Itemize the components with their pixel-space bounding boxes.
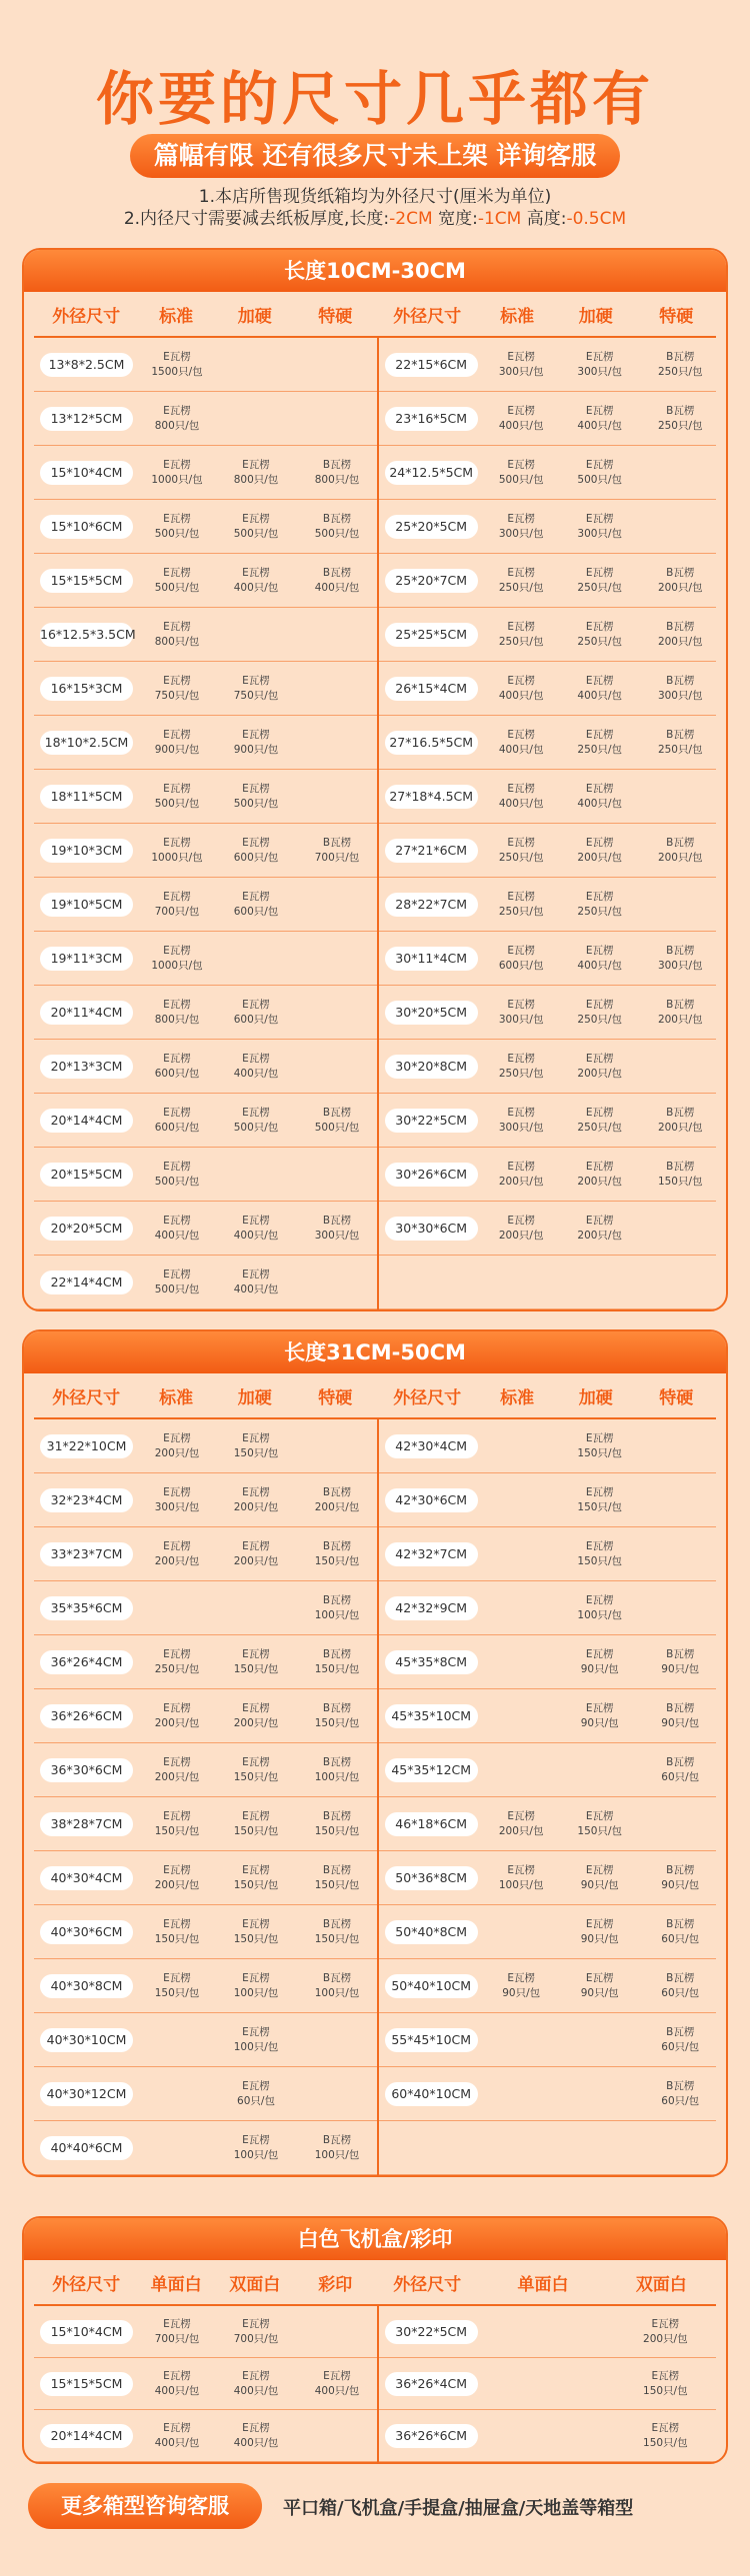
table-row xyxy=(34,2306,716,2358)
spec-cell: E瓦楞 800只/包 xyxy=(154,404,200,432)
column-header: 外径尺寸 xyxy=(52,1387,121,1408)
size-label: 36*26*6CM xyxy=(40,1704,133,1728)
spec-cell: E瓦楞 150只/包 xyxy=(577,1539,622,1567)
spec-cell: E瓦楞 200只/包 xyxy=(154,1863,200,1891)
spec-cell: E瓦楞 500只/包 xyxy=(154,566,200,594)
column-header: 外径尺寸 xyxy=(393,2274,462,2295)
table-row xyxy=(34,500,716,554)
table-row xyxy=(34,1581,716,1635)
table-row xyxy=(34,392,716,446)
spec-cell: B瓦楞 300只/包 xyxy=(657,944,703,972)
table-row xyxy=(34,716,716,770)
column-headers xyxy=(34,292,716,338)
size-table-10-30 xyxy=(22,248,728,1311)
size-label: 50*36*8CM xyxy=(385,1866,478,1890)
size-label: 45*35*8CM xyxy=(385,1650,478,1674)
spec-cell: B瓦楞 150只/包 xyxy=(657,1160,703,1188)
size-label: 60*40*10CM xyxy=(385,2082,478,2106)
spec-cell: E瓦楞 60只/包 xyxy=(237,2079,275,2107)
spec-cell: E瓦楞 800只/包 xyxy=(233,458,279,486)
spec-cell: E瓦楞 500只/包 xyxy=(233,1106,279,1134)
size-label: 20*13*3CM xyxy=(40,1055,133,1079)
size-label: 22*14*4CM xyxy=(40,1271,133,1294)
white-box-table xyxy=(22,2216,728,2464)
spec-cell: E瓦楞 400只/包 xyxy=(577,674,622,702)
size-label: 19*11*3CM xyxy=(40,947,133,971)
size-label: 40*30*12CM xyxy=(40,2082,133,2106)
column-header: 特硬 xyxy=(659,306,694,327)
size-label: 46*18*6CM xyxy=(385,1812,478,1836)
column-header: 加硬 xyxy=(237,1387,272,1408)
spec-cell: E瓦楞 1500只/包 xyxy=(151,350,203,378)
spec-cell: E瓦楞 250只/包 xyxy=(498,1052,544,1080)
spec-cell: E瓦楞 600只/包 xyxy=(233,836,279,864)
size-label: 42*32*7CM xyxy=(385,1542,478,1566)
column-header: 特硬 xyxy=(318,306,353,327)
spec-cell: E瓦楞 500只/包 xyxy=(154,782,200,810)
table-row xyxy=(34,2121,716,2175)
table-row xyxy=(34,1473,716,1527)
table-row xyxy=(34,1094,716,1148)
promo-banner: 篇幅有限 还有很多尺寸未上架 详询客服 xyxy=(130,134,620,178)
spec-cell: B瓦楞 150只/包 xyxy=(314,1539,360,1567)
spec-cell: E瓦楞 500只/包 xyxy=(233,782,279,810)
spec-cell: E瓦楞 150只/包 xyxy=(154,1971,200,1999)
column-header: 标准 xyxy=(500,306,535,327)
size-label: 28*22*7CM xyxy=(385,893,478,917)
spec-cell: E瓦楞 600只/包 xyxy=(233,998,279,1026)
size-label: 30*30*6CM xyxy=(385,1217,478,1241)
size-label: 35*35*6CM xyxy=(40,1596,133,1620)
table-row xyxy=(34,2410,716,2462)
size-label: 36*26*4CM xyxy=(40,1650,133,1674)
table-row xyxy=(34,608,716,662)
size-label: 32*23*4CM xyxy=(40,1488,133,1512)
spec-cell: E瓦楞 150只/包 xyxy=(643,2421,688,2449)
spec-cell: E瓦楞 90只/包 xyxy=(580,1917,619,1945)
spec-cell: E瓦楞 500只/包 xyxy=(498,458,544,486)
note-1: 1.本店所售现货纸箱均为外径尺寸(厘米为单位) xyxy=(198,187,552,207)
spec-cell: E瓦楞 150只/包 xyxy=(577,1431,622,1459)
spec-cell: E瓦楞 400只/包 xyxy=(233,2421,279,2449)
spec-cell: B瓦楞 90只/包 xyxy=(661,1647,700,1675)
table-row xyxy=(34,932,716,986)
size-label: 15*10*4CM xyxy=(40,461,133,485)
spec-cell: E瓦楞 250只/包 xyxy=(577,998,622,1026)
spec-cell: B瓦楞 400只/包 xyxy=(314,566,360,594)
spec-cell: E瓦楞 150只/包 xyxy=(233,1755,279,1783)
spec-cell: E瓦楞 150只/包 xyxy=(233,1863,279,1891)
spec-cell: E瓦楞 1000只/包 xyxy=(151,836,203,864)
spec-cell: E瓦楞 150只/包 xyxy=(577,1485,622,1513)
spec-cell: E瓦楞 750只/包 xyxy=(233,674,279,702)
column-header: 彩印 xyxy=(318,2274,353,2295)
spec-cell: E瓦楞 400只/包 xyxy=(233,566,279,594)
spec-cell: E瓦楞 200只/包 xyxy=(233,1485,279,1513)
spec-cell: E瓦楞 300只/包 xyxy=(154,1485,200,1513)
table-row xyxy=(34,824,716,878)
spec-cell: E瓦楞 200只/包 xyxy=(154,1755,200,1783)
table-row xyxy=(34,446,716,500)
spec-cell: E瓦楞 400只/包 xyxy=(233,1052,279,1080)
size-label: 33*23*7CM xyxy=(40,1542,133,1566)
size-label: 42*32*9CM xyxy=(385,1596,478,1620)
spec-cell: E瓦楞 300只/包 xyxy=(498,998,544,1026)
spec-cell: E瓦楞 200只/包 xyxy=(577,1214,622,1242)
spec-cell: B瓦楞 60只/包 xyxy=(661,1917,700,1945)
spec-cell: B瓦楞 200只/包 xyxy=(657,1106,703,1134)
size-label: 15*10*6CM xyxy=(40,515,133,539)
size-label: 42*30*4CM xyxy=(385,1434,478,1458)
size-label: 24*12.5*5CM xyxy=(385,461,478,485)
table-row xyxy=(34,662,716,716)
spec-cell: E瓦楞 300只/包 xyxy=(577,350,622,378)
spec-cell: E瓦楞 90只/包 xyxy=(580,1863,619,1891)
size-label: 30*11*4CM xyxy=(385,947,478,971)
spec-cell: E瓦楞 100只/包 xyxy=(577,1593,622,1621)
size-label: 23*16*5CM xyxy=(385,407,478,431)
consult-button[interactable]: 更多箱型咨询客服 xyxy=(28,2483,262,2529)
spec-cell: B瓦楞 90只/包 xyxy=(661,1701,700,1729)
size-label: 50*40*8CM xyxy=(385,1920,478,1944)
spec-cell: E瓦楞 400只/包 xyxy=(577,944,622,972)
spec-cell: E瓦楞 600只/包 xyxy=(233,890,279,918)
spec-cell: B瓦楞 150只/包 xyxy=(314,1917,360,1945)
spec-cell: B瓦楞 100只/包 xyxy=(314,1593,360,1621)
page-title: 你要的尺寸几乎都有 xyxy=(95,65,654,133)
size-label: 40*30*10CM xyxy=(40,2028,133,2052)
size-grid xyxy=(34,2306,716,2462)
spec-cell: B瓦楞 200只/包 xyxy=(657,998,703,1026)
size-label: 45*35*12CM xyxy=(385,1758,478,1782)
size-label: 50*40*10CM xyxy=(385,1974,478,1998)
spec-cell: E瓦楞 250只/包 xyxy=(498,836,544,864)
spec-cell: E瓦楞 400只/包 xyxy=(577,404,622,432)
spec-cell: B瓦楞 150只/包 xyxy=(314,1809,360,1837)
spec-cell: E瓦楞 400只/包 xyxy=(498,674,544,702)
size-table-31-50 xyxy=(22,1329,728,2177)
table-row xyxy=(34,986,716,1040)
spec-cell: E瓦楞 400只/包 xyxy=(233,1268,279,1295)
size-label: 20*20*5CM xyxy=(40,1217,133,1241)
spec-cell: E瓦楞 200只/包 xyxy=(233,1539,279,1567)
size-label: 40*30*8CM xyxy=(40,1974,133,1998)
size-label: 15*15*5CM xyxy=(40,569,133,593)
spec-cell: B瓦楞 150只/包 xyxy=(314,1863,360,1891)
spec-cell: E瓦楞 250只/包 xyxy=(577,566,622,594)
spec-cell: E瓦楞 150只/包 xyxy=(233,1431,279,1459)
size-grid xyxy=(34,338,716,1309)
spec-cell: B瓦楞 250只/包 xyxy=(657,404,703,432)
size-label: 40*40*6CM xyxy=(40,2136,133,2160)
spec-cell: E瓦楞 400只/包 xyxy=(233,2369,279,2397)
size-label: 27*18*4.5CM xyxy=(385,785,478,809)
size-label: 30*22*5CM xyxy=(385,2320,478,2344)
table-row xyxy=(34,1689,716,1743)
section-title: 长度31CM-50CM xyxy=(24,1331,726,1373)
spec-cell: E瓦楞 200只/包 xyxy=(498,1809,544,1837)
spec-cell: B瓦楞 800只/包 xyxy=(314,458,360,486)
size-label: 19*10*5CM xyxy=(40,893,133,917)
spec-cell: E瓦楞 300只/包 xyxy=(498,350,544,378)
size-label: 18*11*5CM xyxy=(40,785,133,809)
column-header: 标准 xyxy=(159,306,194,327)
spec-cell: E瓦楞 150只/包 xyxy=(154,1809,200,1837)
column-header: 外径尺寸 xyxy=(393,1387,462,1408)
spec-cell: E瓦楞 300只/包 xyxy=(498,512,544,540)
spec-cell: B瓦楞 100只/包 xyxy=(314,1971,360,1999)
spec-cell: E瓦楞 400只/包 xyxy=(577,782,622,810)
spec-cell: E瓦楞 100只/包 xyxy=(498,1863,544,1891)
spec-cell: E瓦楞 400只/包 xyxy=(154,1214,200,1242)
note-2: 2.内径尺寸需要减去纸板厚度,长度:-2CM 宽度:-1CM 高度:-0.5CM xyxy=(123,209,627,229)
spec-cell: E瓦楞 250只/包 xyxy=(577,1106,622,1134)
spec-cell: B瓦楞 60只/包 xyxy=(661,2025,700,2053)
spec-cell: E瓦楞 250只/包 xyxy=(498,566,544,594)
spec-cell: B瓦楞 200只/包 xyxy=(657,836,703,864)
size-label: 27*21*6CM xyxy=(385,839,478,863)
table-row xyxy=(34,1635,716,1689)
table-row xyxy=(34,2013,716,2067)
spec-cell: E瓦楞 200只/包 xyxy=(577,836,622,864)
spec-cell: E瓦楞 400只/包 xyxy=(314,2369,360,2397)
spec-cell: B瓦楞 250只/包 xyxy=(657,350,703,378)
spec-cell: E瓦楞 500只/包 xyxy=(154,1268,200,1295)
spec-cell: B瓦楞 60只/包 xyxy=(661,2079,700,2107)
spec-cell: E瓦楞 150只/包 xyxy=(643,2369,688,2397)
size-label: 36*26*6CM xyxy=(385,2424,478,2448)
spec-cell: B瓦楞 250只/包 xyxy=(657,728,703,756)
column-header: 双面白 xyxy=(635,2274,687,2295)
size-label: 26*15*4CM xyxy=(385,677,478,701)
spec-cell: E瓦楞 90只/包 xyxy=(580,1647,619,1675)
spec-cell: B瓦楞 150只/包 xyxy=(314,1701,360,1729)
spec-cell: E瓦楞 700只/包 xyxy=(154,2317,200,2345)
column-header: 双面白 xyxy=(229,2274,281,2295)
spec-cell: E瓦楞 800只/包 xyxy=(154,620,200,648)
spec-cell: B瓦楞 200只/包 xyxy=(657,620,703,648)
size-label: 36*26*4CM xyxy=(385,2372,478,2396)
table-row xyxy=(34,1959,716,2013)
spec-cell: E瓦楞 400只/包 xyxy=(154,2369,200,2397)
table-row xyxy=(34,1527,716,1581)
spec-cell: B瓦楞 200只/包 xyxy=(314,1485,360,1513)
spec-cell: B瓦楞 200只/包 xyxy=(657,566,703,594)
spec-cell: B瓦楞 60只/包 xyxy=(661,1971,700,1999)
spec-cell: B瓦楞 500只/包 xyxy=(314,1106,360,1134)
table-row xyxy=(34,338,716,392)
size-label: 25*25*5CM xyxy=(385,623,478,647)
spec-cell: E瓦楞 250只/包 xyxy=(154,1647,200,1675)
spec-cell: E瓦楞 500只/包 xyxy=(577,458,622,486)
spec-cell: E瓦楞 1000只/包 xyxy=(151,458,203,486)
spec-cell: E瓦楞 200只/包 xyxy=(154,1431,200,1459)
section-title: 白色飞机盒/彩印 xyxy=(24,2218,726,2260)
size-label: 19*10*3CM xyxy=(40,839,133,863)
table-row xyxy=(34,2358,716,2410)
size-label: 20*14*4CM xyxy=(40,1109,133,1133)
spec-cell: B瓦楞 60只/包 xyxy=(661,1755,700,1783)
size-grid xyxy=(34,1419,716,2175)
spec-cell: E瓦楞 400只/包 xyxy=(154,2421,200,2449)
table-row xyxy=(34,1256,716,1309)
column-header: 单面白 xyxy=(150,2274,202,2295)
spec-cell: E瓦楞 500只/包 xyxy=(233,512,279,540)
spec-cell: E瓦楞 600只/包 xyxy=(154,1106,200,1134)
spec-cell: E瓦楞 150只/包 xyxy=(233,1809,279,1837)
size-label: 30*20*8CM xyxy=(385,1055,478,1079)
column-headers xyxy=(34,1373,716,1419)
section-title: 长度10CM-30CM xyxy=(24,250,726,292)
table-row xyxy=(34,1202,716,1256)
spec-cell: E瓦楞 90只/包 xyxy=(580,1701,619,1729)
size-label: 42*30*6CM xyxy=(385,1488,478,1512)
spec-cell: B瓦楞 100只/包 xyxy=(314,1755,360,1783)
spec-cell: E瓦楞 90只/包 xyxy=(580,1971,619,1999)
size-label: 15*15*5CM xyxy=(40,2372,133,2396)
spec-cell: E瓦楞 200只/包 xyxy=(233,1701,279,1729)
column-header: 加硬 xyxy=(578,306,613,327)
table-row xyxy=(34,1148,716,1202)
spec-cell: E瓦楞 150只/包 xyxy=(154,1917,200,1945)
size-label: 18*10*2.5CM xyxy=(40,731,133,755)
spec-cell: E瓦楞 250只/包 xyxy=(577,620,622,648)
table-row xyxy=(34,1040,716,1094)
spec-cell: B瓦楞 300只/包 xyxy=(657,674,703,702)
spec-cell: E瓦楞 300只/包 xyxy=(577,512,622,540)
column-header: 单面白 xyxy=(517,2274,569,2295)
spec-cell: E瓦楞 300只/包 xyxy=(498,1106,544,1134)
column-header: 外径尺寸 xyxy=(393,306,462,327)
size-label: 40*30*4CM xyxy=(40,1866,133,1890)
spec-cell: E瓦楞 500只/包 xyxy=(154,1160,200,1188)
spec-cell: E瓦楞 200只/包 xyxy=(577,1160,622,1188)
spec-cell: E瓦楞 1000只/包 xyxy=(151,944,203,972)
size-label: 20*15*5CM xyxy=(40,1163,133,1187)
spec-cell: E瓦楞 700只/包 xyxy=(154,890,200,918)
column-header: 外径尺寸 xyxy=(52,306,121,327)
spec-cell: E瓦楞 900只/包 xyxy=(233,728,279,756)
column-header: 外径尺寸 xyxy=(52,2274,121,2295)
spec-cell: E瓦楞 200只/包 xyxy=(498,1160,544,1188)
spec-cell: E瓦楞 400只/包 xyxy=(498,404,544,432)
spec-cell: E瓦楞 150只/包 xyxy=(233,1917,279,1945)
size-label: 38*28*7CM xyxy=(40,1812,133,1836)
spec-cell: E瓦楞 800只/包 xyxy=(154,998,200,1026)
size-label: 31*22*10CM xyxy=(40,1434,133,1458)
size-label: 22*15*6CM xyxy=(385,353,478,377)
spec-cell: E瓦楞 600只/包 xyxy=(154,1052,200,1080)
size-label: 27*16.5*5CM xyxy=(385,731,478,755)
spec-cell: E瓦楞 400只/包 xyxy=(233,1214,279,1242)
spec-cell: E瓦楞 600只/包 xyxy=(498,944,544,972)
size-label: 20*14*4CM xyxy=(40,2424,133,2448)
table-row xyxy=(34,1419,716,1473)
spec-cell: B瓦楞 500只/包 xyxy=(314,512,360,540)
spec-cell: E瓦楞 100只/包 xyxy=(233,2133,279,2161)
table-row xyxy=(34,2067,716,2121)
size-label: 30*22*5CM xyxy=(385,1109,478,1133)
table-row xyxy=(34,770,716,824)
table-row xyxy=(34,1797,716,1851)
size-label: 16*15*3CM xyxy=(40,677,133,701)
spec-cell: E瓦楞 200只/包 xyxy=(154,1701,200,1729)
column-headers xyxy=(34,2260,716,2306)
spec-cell: E瓦楞 200只/包 xyxy=(154,1539,200,1567)
spec-cell: E瓦楞 100只/包 xyxy=(233,2025,279,2053)
column-header: 加硬 xyxy=(237,306,272,327)
spec-cell: B瓦楞 100只/包 xyxy=(314,2133,360,2161)
spec-cell: E瓦楞 100只/包 xyxy=(233,1971,279,1999)
table-row xyxy=(34,878,716,932)
column-header: 特硬 xyxy=(659,1387,694,1408)
spec-cell: E瓦楞 700只/包 xyxy=(233,2317,279,2345)
size-label: 40*30*6CM xyxy=(40,1920,133,1944)
spec-cell: E瓦楞 250只/包 xyxy=(577,728,622,756)
size-label: 20*11*4CM xyxy=(40,1001,133,1025)
column-header: 特硬 xyxy=(318,1387,353,1408)
spec-cell: B瓦楞 150只/包 xyxy=(314,1647,360,1675)
spec-cell: B瓦楞 700只/包 xyxy=(314,836,360,864)
spec-cell: B瓦楞 90只/包 xyxy=(661,1863,700,1891)
spec-cell: E瓦楞 200只/包 xyxy=(643,2317,688,2345)
spec-cell: E瓦楞 250只/包 xyxy=(498,890,544,918)
spec-cell: E瓦楞 400只/包 xyxy=(498,782,544,810)
spec-cell: E瓦楞 150只/包 xyxy=(577,1809,622,1837)
size-label: 45*35*10CM xyxy=(385,1704,478,1728)
size-label: 15*10*4CM xyxy=(40,2320,133,2344)
spec-cell: B瓦楞 300只/包 xyxy=(314,1214,360,1242)
spec-cell: E瓦楞 400只/包 xyxy=(498,728,544,756)
size-label: 13*8*2.5CM xyxy=(40,353,133,377)
table-row xyxy=(34,1905,716,1959)
spec-cell: E瓦楞 750只/包 xyxy=(154,674,200,702)
table-row xyxy=(34,1743,716,1797)
size-label: 30*20*5CM xyxy=(385,1001,478,1025)
size-label: 30*26*6CM xyxy=(385,1163,478,1187)
size-label: 16*12.5*3.5CM xyxy=(40,623,133,647)
spec-cell: E瓦楞 200只/包 xyxy=(498,1214,544,1242)
spec-cell: E瓦楞 250只/包 xyxy=(498,620,544,648)
column-header: 加硬 xyxy=(578,1387,613,1408)
spec-cell: E瓦楞 250只/包 xyxy=(577,890,622,918)
spec-cell: E瓦楞 500只/包 xyxy=(154,512,200,540)
column-header: 标准 xyxy=(159,1387,194,1408)
box-types-text: 平口箱/飞机盒/手提盒/抽屉盒/天地盖等箱型 xyxy=(283,2498,634,2519)
size-notes xyxy=(0,186,750,230)
size-label: 13*12*5CM xyxy=(40,407,133,431)
size-label: 36*30*6CM xyxy=(40,1758,133,1782)
spec-cell: E瓦楞 200只/包 xyxy=(577,1052,622,1080)
table-row xyxy=(34,1851,716,1905)
size-label: 55*45*10CM xyxy=(385,2028,478,2052)
size-label: 25*20*7CM xyxy=(385,569,478,593)
spec-cell: E瓦楞 150只/包 xyxy=(233,1647,279,1675)
column-header: 标准 xyxy=(500,1387,535,1408)
size-label: 25*20*5CM xyxy=(385,515,478,539)
spec-cell: E瓦楞 90只/包 xyxy=(502,1971,541,1999)
spec-cell: E瓦楞 900只/包 xyxy=(154,728,200,756)
table-row xyxy=(34,554,716,608)
